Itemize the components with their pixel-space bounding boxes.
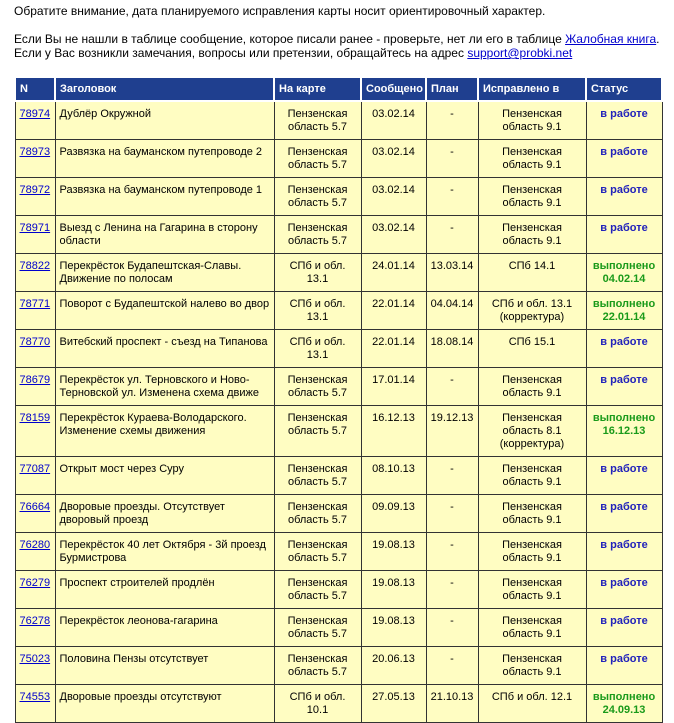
row-title: Перекрёсток Будапештская-Славы. Движение по полосам <box>55 254 274 292</box>
status-badge <box>586 292 662 330</box>
row-fixed-in: Пензенская область 9.1 <box>478 495 586 533</box>
status-badge <box>586 216 662 254</box>
row-map: Пензенская область 5.7 <box>274 457 361 495</box>
row-reported-date: 03.02.14 <box>361 216 426 254</box>
row-number-cell <box>15 292 55 330</box>
row-map: Пензенская область 5.7 <box>274 101 361 140</box>
status-label: в работе <box>600 184 648 196</box>
message-id-link[interactable]: 76280 <box>19 539 51 551</box>
row-title: Перекрёсток 40 лет Октября - 3й проезд Бурмистрова <box>55 533 274 571</box>
row-map: Пензенская область 5.7 <box>274 533 361 571</box>
header-status: Статус <box>586 77 662 101</box>
row-plan-date: - <box>426 368 478 406</box>
message-id-link[interactable]: 76278 <box>19 615 51 627</box>
row-title: Перекрёсток ул. Терновского и Ново-Терновской ул. Изменена схема движе <box>55 368 274 406</box>
row-title: Проспект строителей продлён <box>55 571 274 609</box>
row-title: Дворовые проезды отсутствуют <box>55 685 274 723</box>
row-number-cell <box>15 140 55 178</box>
row-map: СПб и обл. 13.1 <box>274 254 361 292</box>
message-id-link[interactable]: 78973 <box>19 146 51 158</box>
header-plan: План <box>426 77 478 101</box>
row-map: Пензенская область 5.7 <box>274 216 361 254</box>
status-badge <box>586 571 662 609</box>
header-reported: Сообщено <box>361 77 426 101</box>
status-label: в работе <box>600 108 648 120</box>
row-map: Пензенская область 5.7 <box>274 140 361 178</box>
table-row <box>15 571 662 609</box>
row-title: Перекрёсток Кураева-Володарского. Изменение схемы движения <box>55 406 274 457</box>
row-fixed-in: Пензенская область 9.1 <box>478 609 586 647</box>
row-number-cell <box>15 457 55 495</box>
row-map: СПб и обл. 13.1 <box>274 292 361 330</box>
row-number-cell <box>15 571 55 609</box>
row-number-cell <box>15 101 55 140</box>
message-id-link[interactable]: 78971 <box>19 222 51 234</box>
table-row <box>15 140 662 178</box>
messages-table <box>14 76 663 723</box>
table-row <box>15 368 662 406</box>
row-map: Пензенская область 5.7 <box>274 647 361 685</box>
row-fixed-in: Пензенская область 8.1 (корректура) <box>478 406 586 457</box>
message-id-link[interactable]: 76664 <box>19 501 51 513</box>
row-fixed-in: СПб и обл. 13.1 (корректура) <box>478 292 586 330</box>
row-fixed-in: СПб 14.1 <box>478 254 586 292</box>
status-badge <box>586 609 662 647</box>
intro-note-support-text: Если у Вас возникли замечания, вопросы или претензии, обращайтесь на адрес <box>14 46 468 60</box>
row-plan-date: - <box>426 495 478 533</box>
status-badge <box>586 368 662 406</box>
row-number-cell <box>15 533 55 571</box>
table-row <box>15 406 662 457</box>
row-title: Половина Пензы отсутствует <box>55 647 274 685</box>
status-label: в работе <box>600 336 648 348</box>
status-badge <box>586 330 662 368</box>
status-label: в работе <box>600 577 648 589</box>
status-label: в работе <box>600 463 648 475</box>
row-map: Пензенская область 5.7 <box>274 406 361 457</box>
status-label: в работе <box>600 222 648 234</box>
row-fixed-in: Пензенская область 9.1 <box>478 140 586 178</box>
header-fixed-in: Исправлено в <box>478 77 586 101</box>
row-title: Развязка на бауманском путепроводе 2 <box>55 140 274 178</box>
table-row <box>15 533 662 571</box>
row-title: Перекрёсток леонова-гагарина <box>55 609 274 647</box>
intro-note-support <box>14 46 674 60</box>
message-id-link[interactable]: 76279 <box>19 577 51 589</box>
message-id-link[interactable]: 78159 <box>19 412 51 424</box>
header-number: N <box>15 77 55 101</box>
status-badge <box>586 254 662 292</box>
row-fixed-in: Пензенская область 9.1 <box>478 647 586 685</box>
table-row <box>15 647 662 685</box>
row-plan-date: - <box>426 533 478 571</box>
status-badge <box>586 533 662 571</box>
row-plan-date: 19.12.13 <box>426 406 478 457</box>
row-fixed-in: Пензенская область 9.1 <box>478 101 586 140</box>
row-title: Поворот с Будапештской налево во двор <box>55 292 274 330</box>
table-body <box>15 101 662 723</box>
table-row <box>15 178 662 216</box>
table-row <box>15 495 662 533</box>
row-map: Пензенская область 5.7 <box>274 571 361 609</box>
row-plan-date: - <box>426 609 478 647</box>
support-email-link[interactable]: support@probki.net <box>467 46 573 60</box>
intro-notes <box>14 4 674 60</box>
message-id-link[interactable]: 78972 <box>19 184 51 196</box>
row-title: Дублёр Окружной <box>55 101 274 140</box>
message-id-link[interactable]: 75023 <box>19 653 51 665</box>
row-title: Дворовые проезды. Отсутствует дворовый проезд <box>55 495 274 533</box>
status-badge <box>586 178 662 216</box>
row-reported-date: 22.01.14 <box>361 292 426 330</box>
row-number-cell <box>15 254 55 292</box>
table-row <box>15 101 662 140</box>
row-reported-date: 19.08.13 <box>361 533 426 571</box>
row-reported-date: 16.12.13 <box>361 406 426 457</box>
header-map: На карте <box>274 77 361 101</box>
row-fixed-in: Пензенская область 9.1 <box>478 216 586 254</box>
status-date: 04.02.14 <box>602 273 646 285</box>
row-reported-date: 08.10.13 <box>361 457 426 495</box>
row-title: Открыт мост через Суру <box>55 457 274 495</box>
row-fixed-in: СПб 15.1 <box>478 330 586 368</box>
intro-note-complaint-book <box>14 32 674 46</box>
table-row <box>15 609 662 647</box>
row-plan-date: 04.04.14 <box>426 292 478 330</box>
row-number-cell <box>15 216 55 254</box>
row-plan-date: - <box>426 140 478 178</box>
table-row <box>15 254 662 292</box>
intro-note-complaint-text: Если Вы не нашли в таблице сообщение, которое писали ранее - проверьте, нет ли его в таблице <box>14 32 566 46</box>
row-map: СПб и обл. 13.1 <box>274 330 361 368</box>
status-label: в работе <box>600 501 648 513</box>
row-reported-date: 20.06.13 <box>361 647 426 685</box>
row-number-cell <box>15 685 55 723</box>
status-badge <box>586 457 662 495</box>
row-title: Выезд с Ленина на Гагарина в сторону области <box>55 216 274 254</box>
row-map: СПб и обл. 10.1 <box>274 685 361 723</box>
row-number-cell <box>15 495 55 533</box>
status-badge <box>586 495 662 533</box>
row-title: Витебский проспект - съезд на Типанова <box>55 330 274 368</box>
row-reported-date: 09.09.13 <box>361 495 426 533</box>
table-row <box>15 457 662 495</box>
row-title: Развязка на бауманском путепроводе 1 <box>55 178 274 216</box>
row-fixed-in: Пензенская область 9.1 <box>478 368 586 406</box>
row-plan-date: - <box>426 216 478 254</box>
row-reported-date: 24.01.14 <box>361 254 426 292</box>
message-id-link[interactable]: 78822 <box>19 260 51 272</box>
row-reported-date: 27.05.13 <box>361 685 426 723</box>
table-row <box>15 330 662 368</box>
row-fixed-in: Пензенская область 9.1 <box>478 533 586 571</box>
status-label: в работе <box>600 146 648 158</box>
status-label: выполнено <box>592 691 656 703</box>
row-number-cell <box>15 406 55 457</box>
table-row <box>15 685 662 723</box>
row-reported-date: 17.01.14 <box>361 368 426 406</box>
row-number-cell <box>15 178 55 216</box>
row-plan-date: 21.10.13 <box>426 685 478 723</box>
row-plan-date: 13.03.14 <box>426 254 478 292</box>
status-label: в работе <box>600 615 648 627</box>
row-reported-date: 03.02.14 <box>361 140 426 178</box>
message-id-link[interactable]: 77087 <box>19 463 51 475</box>
status-label: выполнено <box>592 260 656 272</box>
row-reported-date: 19.08.13 <box>361 609 426 647</box>
row-number-cell <box>15 368 55 406</box>
intro-note-complaint-suffix: . <box>656 32 660 46</box>
status-date: 16.12.13 <box>602 425 646 437</box>
row-reported-date: 03.02.14 <box>361 101 426 140</box>
row-number-cell <box>15 609 55 647</box>
table-row <box>15 216 662 254</box>
status-date: 22.01.14 <box>602 311 646 323</box>
row-reported-date: 22.01.14 <box>361 330 426 368</box>
complaint-book-link[interactable]: Жалобная книга <box>565 32 657 46</box>
row-fixed-in: СПб и обл. 12.1 <box>478 685 586 723</box>
status-badge <box>586 101 662 140</box>
message-id-link[interactable]: 78974 <box>19 108 51 120</box>
row-map: Пензенская область 5.7 <box>274 368 361 406</box>
status-badge <box>586 685 662 723</box>
row-reported-date: 19.08.13 <box>361 571 426 609</box>
row-reported-date: 03.02.14 <box>361 178 426 216</box>
row-plan-date: - <box>426 647 478 685</box>
status-label: выполнено <box>592 412 656 424</box>
status-date: 24.09.13 <box>602 704 646 716</box>
message-id-link[interactable]: 78771 <box>19 298 51 310</box>
table-header-row <box>15 77 662 101</box>
message-id-link[interactable]: 78770 <box>19 336 51 348</box>
status-badge <box>586 406 662 457</box>
row-map: Пензенская область 5.7 <box>274 609 361 647</box>
table-row <box>15 292 662 330</box>
row-fixed-in: Пензенская область 9.1 <box>478 178 586 216</box>
row-number-cell <box>15 647 55 685</box>
status-label: в работе <box>600 539 648 551</box>
row-plan-date: - <box>426 571 478 609</box>
row-fixed-in: Пензенская область 9.1 <box>478 571 586 609</box>
row-plan-date: - <box>426 101 478 140</box>
status-label: в работе <box>600 374 648 386</box>
row-plan-date: - <box>426 178 478 216</box>
status-label: выполнено <box>592 298 656 310</box>
row-fixed-in: Пензенская область 9.1 <box>478 457 586 495</box>
status-badge <box>586 647 662 685</box>
row-number-cell <box>15 330 55 368</box>
header-title: Заголовок <box>55 77 274 101</box>
intro-note-estimate: Обратите внимание, дата планируемого исправления карты носит ориентировочный характер. <box>14 4 546 18</box>
status-badge <box>586 140 662 178</box>
message-id-link[interactable]: 74553 <box>19 691 51 703</box>
row-plan-date: 18.08.14 <box>426 330 478 368</box>
status-label: в работе <box>600 653 648 665</box>
row-map: Пензенская область 5.7 <box>274 495 361 533</box>
row-plan-date: - <box>426 457 478 495</box>
row-map: Пензенская область 5.7 <box>274 178 361 216</box>
message-id-link[interactable]: 78679 <box>19 374 51 386</box>
